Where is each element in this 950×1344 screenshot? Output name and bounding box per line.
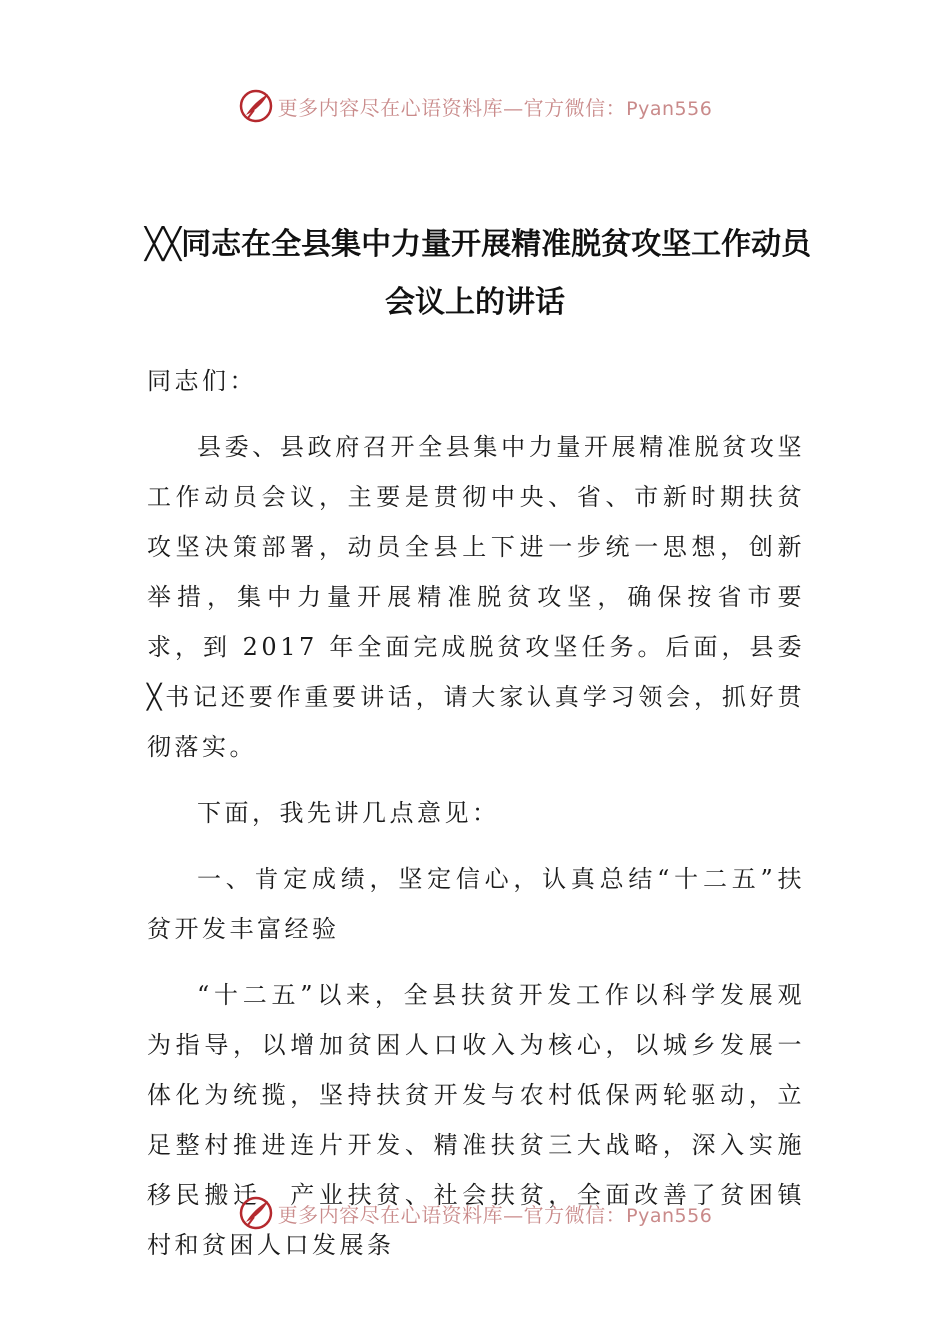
paragraph: “十二五”以来，全县扶贫开发工作以科学发展观为指导，以增加贫困人口收入为核心，以城乡发展一体化为统揽，坚持扶贫开发与农村低保两轮驱动，立足整村推进连片开发、精准扶贫三大战略，深入实施移民搬迁、产业扶贫、社会扶贫，全面改善了贫困镇村和贫困人口发展条 (147, 981, 805, 1259)
watermark-wechat-id: Pyan556 (626, 1204, 713, 1227)
watermark-header (0, 84, 950, 128)
watermark-wechat-id: Pyan556 (626, 97, 713, 120)
watermark-footer (0, 1191, 950, 1235)
quill-logo-icon (238, 88, 274, 124)
watermark-text: 更多内容尽在心语资料库—官方微信：Pyan556 (277, 95, 713, 120)
quill-logo-icon (238, 1195, 274, 1231)
section-heading: 一、肯定成绩，坚定信心，认真总结“十二五”扶贫开发丰富经验 (147, 865, 805, 943)
title-line-2: 会议上的讲话 (385, 285, 565, 320)
watermark-text: 更多内容尽在心语资料库—官方微信：Pyan556 (277, 1202, 713, 1227)
document-title (145, 216, 812, 332)
salutation: 同志们： (147, 367, 257, 395)
paragraph: 县委、县政府召开全县集中力量开展精准脱贫攻坚工作动员会议，主要是贯彻中央、省、市新时期扶贫攻坚决策部署，动员全县上下进一步统一思想，创新举措，集中力量开展精准脱贫攻坚，确保按省市要求，到 2017 年全面完成脱贫攻坚任务。后面，县委╳书记还要作重要讲话，请大家认真学习领会，抓好贯彻落实。 (147, 433, 805, 761)
title-line-1: ╳╳同志在全县集中力量开展精准脱贫攻坚工作动员 (145, 227, 812, 262)
paragraph: 下面，我先讲几点意见： (197, 799, 500, 827)
document-body (147, 356, 805, 1286)
